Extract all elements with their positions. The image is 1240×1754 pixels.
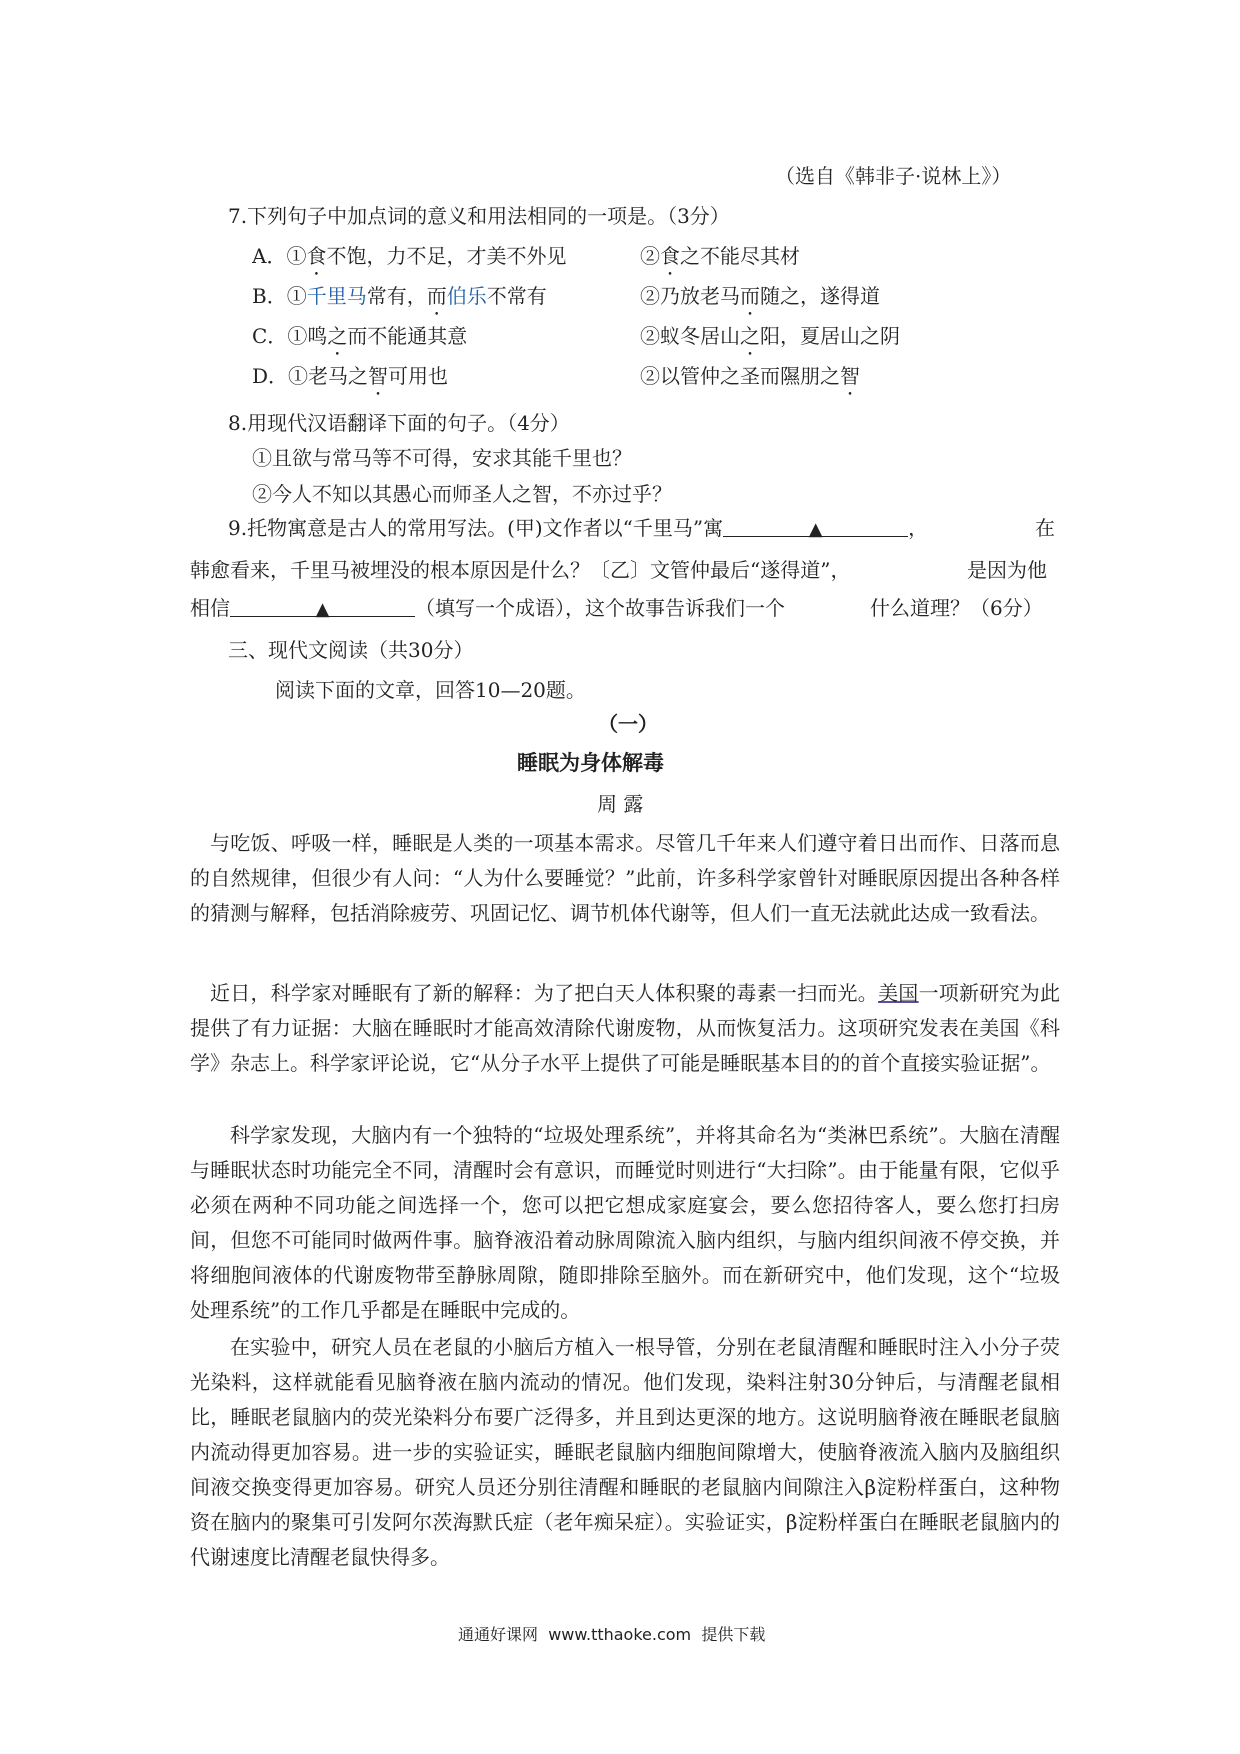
q7-option-d-right: ②以管仲之圣而隰朋之智 — [640, 364, 860, 388]
dotted-word: 智 — [368, 364, 389, 388]
part-number: （一） — [598, 712, 658, 736]
source-citation: （选自《韩非子·说林上》） — [775, 164, 1012, 188]
q7-option-b: B．①千里马常有，而伯乐不常有 — [252, 284, 547, 308]
q8-sentence-1: ①且欲与常马等不可得，安求其能千里也？ — [252, 446, 632, 470]
highlighted-term: 千里马 — [306, 284, 367, 308]
question-9-line-2-tail: 是因为他 — [967, 558, 1047, 582]
option-label: D． — [252, 364, 289, 388]
q7-option-c-right: ②蚁冬居山之阳，夏居山之阴 — [640, 324, 900, 348]
question-9-line-3-tail: 什么道理？（6分） — [870, 596, 1043, 620]
dotted-word: 而 — [740, 284, 760, 308]
paragraph-4: 在实验中，研究人员在老鼠的小脑后方植入一根导管，分别在老鼠清醒和睡眠时注入小分子荧光染料，这样就能看见脑脊液在脑内流动的情况。他们发现，染料注射30分钟后，与清醒老鼠相比，睡眠老鼠脑内的荧光染料分布要广泛得多，并且到达更深的地方。这说明脑脊液在睡眠老鼠脑内流动得更加容易。进一步的实验证实，睡眠老鼠脑内细胞间隙增大，使脑脊液流入脑内及脑组织间液交换变得更加容易。研究人员还分别往清醒和睡眠的老鼠脑内间隙注入β淀粉样蛋白，这种物资在脑内的聚集可引发阿尔茨海默氏症（老年痴呆症）。实验证实，β淀粉样蛋白在睡眠老鼠脑内的代谢速度比清醒老鼠快得多。 — [190, 1335, 1060, 1569]
triangle-marker-icon: ▲ — [315, 599, 330, 620]
q7-option-a-right: ②食之不能尽其材 — [640, 244, 800, 268]
dotted-word: 智 — [840, 364, 860, 388]
dotted-word: 食 — [306, 244, 327, 268]
dotted-word: 之 — [327, 324, 348, 348]
q7-option-d: D．①老马之智可用也 — [252, 364, 449, 388]
option-label: C． — [252, 324, 288, 348]
reading-instruction: 阅读下面的文章，回答10—20题。 — [275, 678, 586, 702]
paragraph-1: 与吃饭、呼吸一样，睡眠是人类的一项基本需求。尽管几千年来人们遵守着日出而作、日落而息的自然规律，但很少有人问：“人为什么要睡觉？”此前，许多科学家曾针对睡眠原因提出各种各样的猜测与解释，包括消除疲劳、巩固记忆、调节机体代谢等，但人们一直无法就此达成一致看法。 — [190, 831, 1060, 925]
footer-link[interactable]: www.tthaoke.com — [548, 1625, 692, 1644]
highlighted-term: 伯乐 — [446, 284, 487, 308]
question-9-line-1-tail: 在 — [1035, 516, 1055, 540]
question-9-line-2: 韩愈看来，千里马被埋没的根本原因是什么？〔乙〕文管仲最后“遂得道”， — [190, 558, 851, 582]
q7-option-a: A．①食不饱，力不足，才美不外见 — [252, 244, 567, 268]
section-heading: 三、现代文阅读（共30分） — [228, 638, 474, 662]
question-7-stem: 7.下列句子中加点词的意义和用法相同的一项是。（3分） — [228, 204, 730, 228]
article-author: 周 露 — [597, 792, 644, 816]
q8-sentence-2: ②今人不知以其愚心而师圣人之智，不亦过乎？ — [252, 482, 672, 506]
dotted-word: 而 — [426, 284, 447, 308]
option-label: A． — [252, 244, 287, 268]
paragraph-2: 近日，科学家对睡眠有了新的解释：为了把白天人体积聚的毒素一扫而光。美国一项新研究为此提供了有力证据：大脑在睡眠时才能高效清除代谢废物，从而恢复活力。这项研究发表在美国《科学》杂志上。科学家评论说，它“从分子水平上提供了可能是睡眠基本目的的首个直接实验证据”。 — [190, 981, 1061, 1075]
page-footer: 通通好课网 www.tthaoke.com 提供下载 — [458, 1625, 766, 1644]
question-9-line-1: 9.托物寓意是古人的常用写法。(甲)文作者以“千里马”寓 ▲ ， — [228, 510, 928, 546]
article-title: 睡眠为身体解毒 — [517, 751, 664, 775]
triangle-marker-icon: ▲ — [808, 519, 823, 540]
paragraph-3: 科学家发现，大脑内有一个独特的“垃圾处理系统”，并将其命名为“类淋巴系统”。大脑在清醒与睡眠状态时功能完全不同，清醒时会有意识，而睡觉时则进行“大扫除”。由于能量有限，它似乎必须在两种不同功能之间选择一个，您可以把它想成家庭宴会，要么您招待客人，要么您打扫房间，但您不可能同时做两件事。脑脊液沿着动脉周隙流入脑内组织，与脑内组织间液不停交换，并将细胞间液体的代谢废物带至静脉周隙，随即排除至脑外。而在新研究中，他们发现，这个“垃圾处理系统”的工作几乎都是在睡眠中完成的。 — [190, 1123, 1060, 1322]
q7-option-b-right: ②乃放老马而随之，遂得道 — [640, 284, 880, 308]
underlined-term: 美国 — [878, 981, 919, 1005]
question-9-line-3: 相信 ▲ （填写一个成语），这个故事告诉我们一个 — [190, 590, 785, 626]
dotted-word: 食 — [660, 244, 680, 268]
option-label: B． — [252, 284, 287, 308]
question-8-stem: 8.用现代汉语翻译下面的句子。（4分） — [228, 411, 570, 435]
dotted-word: 之 — [740, 324, 760, 348]
q7-option-c: C．①鸣之而不能通其意 — [252, 324, 468, 348]
answer-blank[interactable] — [723, 510, 908, 540]
answer-blank[interactable] — [230, 590, 415, 620]
